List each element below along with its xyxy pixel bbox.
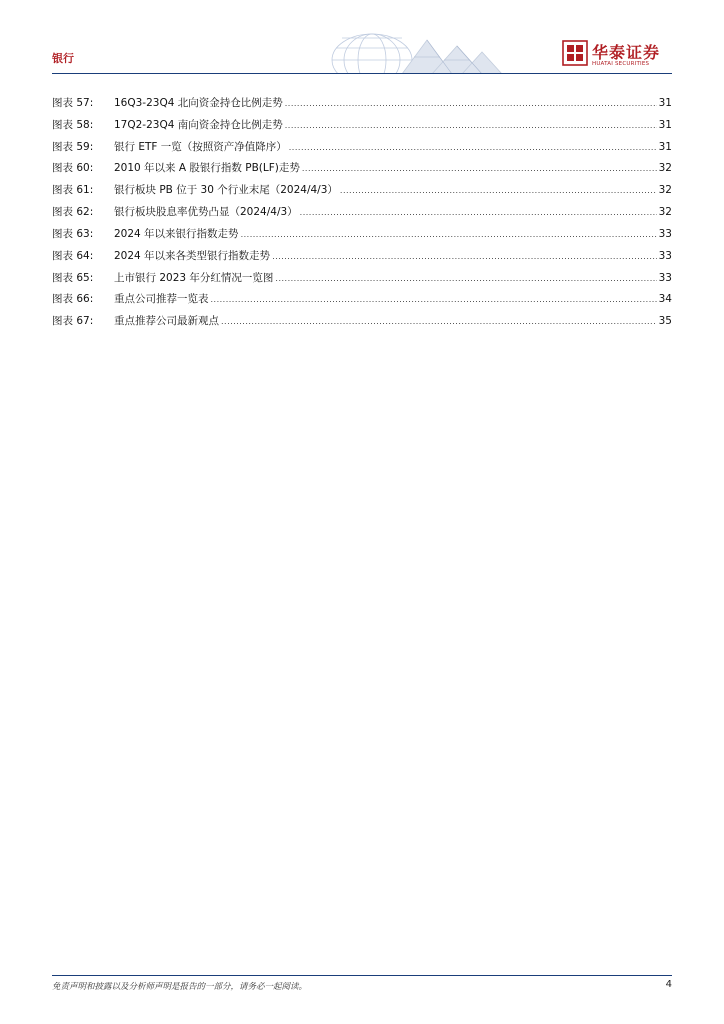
- toc-entry[interactable]: [52, 110, 672, 132]
- footer-disclaimer: 免责声明和披露以及分析师声明是报告的一部分，请务必一起阅读。: [52, 982, 308, 992]
- toc-figure-label: 图表 61:: [52, 184, 94, 197]
- toc-figure-label: 图表 63:: [52, 227, 94, 240]
- toc-figure-title: 银行板块股息率优势凸显（2024/4/3）: [114, 206, 298, 219]
- header-decoration-graphic: [302, 30, 522, 74]
- toc-entry[interactable]: [52, 132, 672, 154]
- toc-page-number: 34: [658, 293, 672, 306]
- toc-figure-label: 图表 60:: [52, 162, 94, 175]
- toc-figure-title: 2024 年以来各类型银行指数走势: [114, 249, 271, 262]
- toc-dot-leader: [340, 185, 657, 197]
- toc-page-number: 32: [658, 184, 672, 197]
- toc-page-number: 31: [658, 118, 672, 131]
- toc-figure-title: 银行板块 PB 位于 30 个行业末尾（2024/4/3）: [114, 184, 338, 197]
- toc-entry[interactable]: [52, 285, 672, 307]
- toc-dot-leader: [285, 98, 657, 110]
- toc-entry[interactable]: [52, 241, 672, 263]
- toc-page-number: 33: [658, 271, 672, 284]
- toc-figure-label: 图表 57:: [52, 96, 94, 109]
- toc-page-number: 33: [658, 249, 672, 262]
- toc-dot-leader: [272, 251, 657, 263]
- logo-text-en: HUATAI SECURITIES: [592, 61, 650, 67]
- toc-entry[interactable]: [52, 306, 672, 328]
- toc-page-number: 32: [658, 206, 672, 219]
- toc-dot-leader: [275, 273, 656, 285]
- toc-figure-title: 重点公司推荐一览表: [114, 293, 209, 306]
- toc-dot-leader: [302, 163, 657, 175]
- toc-figure-title: 2024 年以来银行指数走势: [114, 227, 239, 240]
- toc-page-number: 31: [658, 96, 672, 109]
- toc-entry[interactable]: [52, 219, 672, 241]
- toc-figure-label: 图表 66:: [52, 293, 94, 306]
- figure-list: [52, 88, 672, 328]
- toc-figure-title: 17Q2-23Q4 南向资金持仓比例走势: [114, 118, 283, 131]
- footer-divider: [52, 975, 672, 976]
- header-divider: [52, 73, 672, 74]
- toc-dot-leader: [285, 120, 657, 132]
- toc-dot-leader: [289, 142, 657, 154]
- toc-figure-title: 重点推荐公司最新观点: [114, 315, 219, 328]
- toc-page-number: 32: [658, 162, 672, 175]
- company-logo: [562, 40, 672, 70]
- toc-figure-label: 图表 58:: [52, 118, 94, 131]
- toc-figure-title: 银行 ETF 一览（按照资产净值降序）: [114, 140, 287, 153]
- toc-entry[interactable]: [52, 197, 672, 219]
- toc-entry[interactable]: [52, 263, 672, 285]
- page-number: 4: [665, 979, 672, 990]
- toc-figure-label: 图表 64:: [52, 249, 94, 262]
- toc-figure-title: 16Q3-23Q4 北向资金持仓比例走势: [114, 96, 283, 109]
- page-header: [52, 30, 672, 74]
- toc-entry[interactable]: [52, 175, 672, 197]
- toc-dot-leader: [241, 229, 657, 241]
- logo-text-cn: 华泰证券: [592, 43, 661, 62]
- toc-dot-leader: [221, 316, 657, 328]
- toc-figure-title: 2010 年以来 A 股银行指数 PB(LF)走势: [114, 162, 300, 175]
- toc-figure-label: 图表 65:: [52, 271, 94, 284]
- toc-figure-label: 图表 67:: [52, 315, 94, 328]
- toc-figure-label: 图表 62:: [52, 206, 94, 219]
- toc-figure-title: 上市银行 2023 年分红情况一览图: [114, 271, 274, 284]
- toc-page-number: 31: [658, 140, 672, 153]
- toc-figure-label: 图表 59:: [52, 140, 94, 153]
- toc-entry[interactable]: [52, 88, 672, 110]
- logo-mark-icon: [562, 40, 588, 66]
- toc-page-number: 33: [658, 227, 672, 240]
- toc-entry[interactable]: [52, 154, 672, 176]
- toc-page-number: 35: [658, 315, 672, 328]
- section-title: 银行: [52, 52, 74, 65]
- toc-dot-leader: [300, 207, 657, 219]
- toc-dot-leader: [211, 294, 657, 306]
